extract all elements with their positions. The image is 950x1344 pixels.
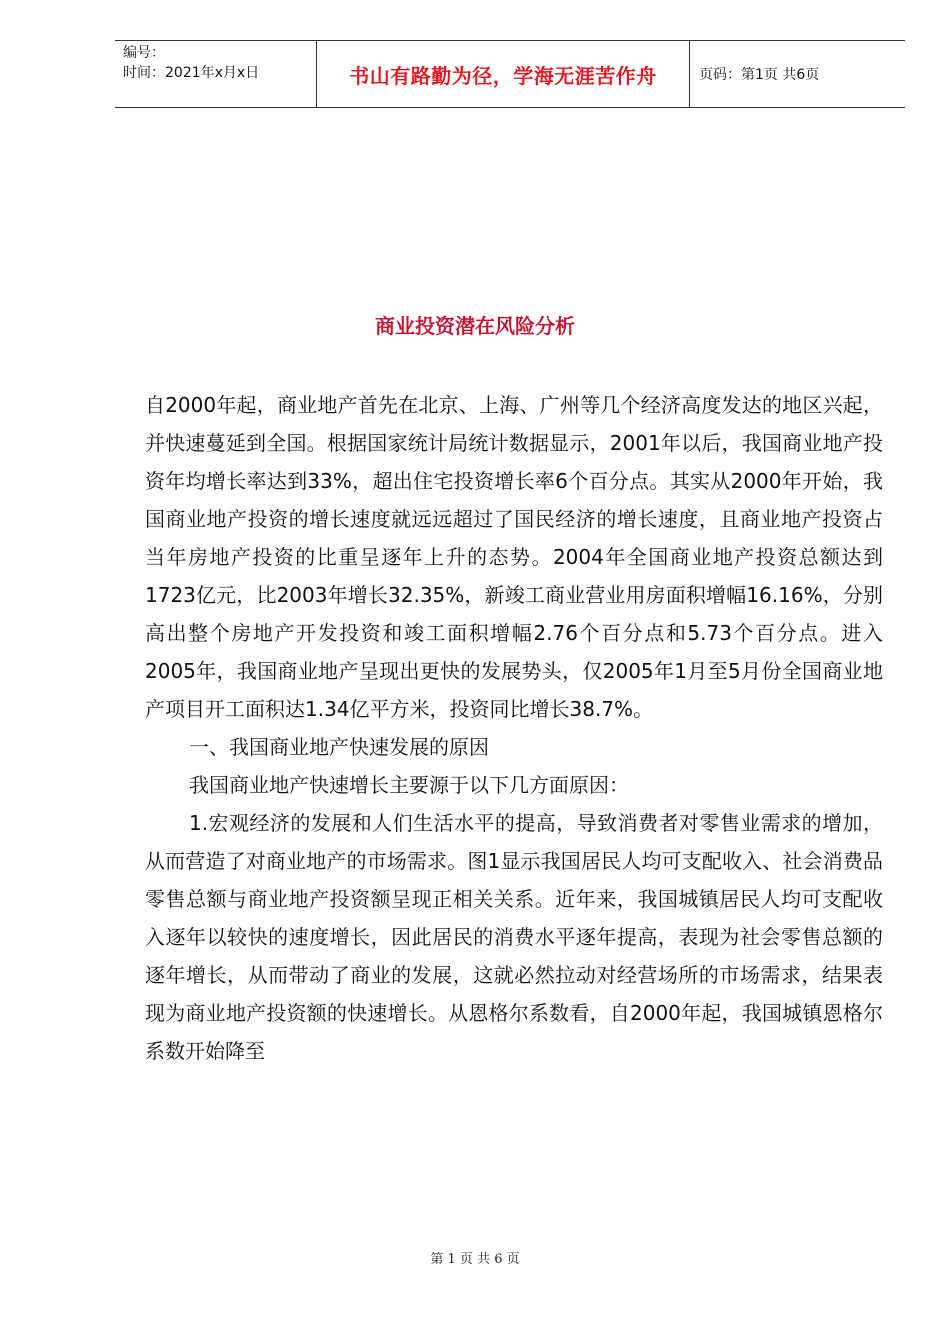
time-label: 时间：2021年x月x日 xyxy=(123,65,260,81)
document-header xyxy=(115,40,905,108)
reasons-intro-paragraph: 我国商业地产快速增长主要源于以下几方面原因： xyxy=(189,773,629,797)
reason-1-paragraph: 1.宏观经济的发展和人们生活水平的提高，导致消费者对零售业需求的增加，从而营造了对商业地产的市场需求。图1显示我国居民人均可支配收入、社会消费品零售总额与商业地产投资额呈现正相关关系。近年来，我国城镇居民人均可支配收入逐年以较快的速度增长，因此居民的消费水平逐年提高，表现为社会零售总额的逐年增长，从而带动了商业的发展，这就必然拉动对经营场所的市场需求，结果表现为商业地产投资额的快速增长。从恩格尔系数看，自2000年起，我国城镇恩格尔系数开始降至 xyxy=(145,811,883,1063)
intro-paragraph: 自2000年起，商业地产首先在北京、上海、广州等几个经济高度发达的地区兴起，并快速蔓延到全国。根据国家统计局统计数据显示，2001年以后，我国商业地产投资年均增长率达到33%，超出住宅投资增长率6个百分点。其实从2000年开始，我国商业地产投资的增长速度就远远超过了国民经济的增长速度，且商业地产投资占当年房地产投资的比重呈逐年上升的态势。2004年全国商业地产投资总额达到1723亿元，比2003年增长32.35%，新竣工商业营业用房面积增幅16.16%，分别高出整个房地产开发投资和竣工面积增幅2.76个百分点和5.73个百分点。进入2005年，我国商业地产呈现出更快的发展势头，仅2005年1月至5月份全国商业地产项目开工面积达1.34亿平方米，投资同比增长38.7%。 xyxy=(145,393,883,721)
page-footer: 第 1 页 共 6 页 xyxy=(430,1252,520,1267)
header-page-cell xyxy=(690,41,905,107)
document-title: 商业投资潜在风险分析 xyxy=(375,314,575,338)
section-heading: 一、我国商业地产快速发展的原因 xyxy=(189,735,489,759)
header-meta-cell xyxy=(115,41,316,107)
document-body xyxy=(145,386,883,1070)
page-number-label: 页码：第1页 共6页 xyxy=(699,67,820,83)
header-motto-cell xyxy=(316,41,690,107)
serial-number-label: 编号： xyxy=(123,45,165,61)
motto-text: 书山有路勤为径，学海无涯苦作舟 xyxy=(349,63,657,88)
